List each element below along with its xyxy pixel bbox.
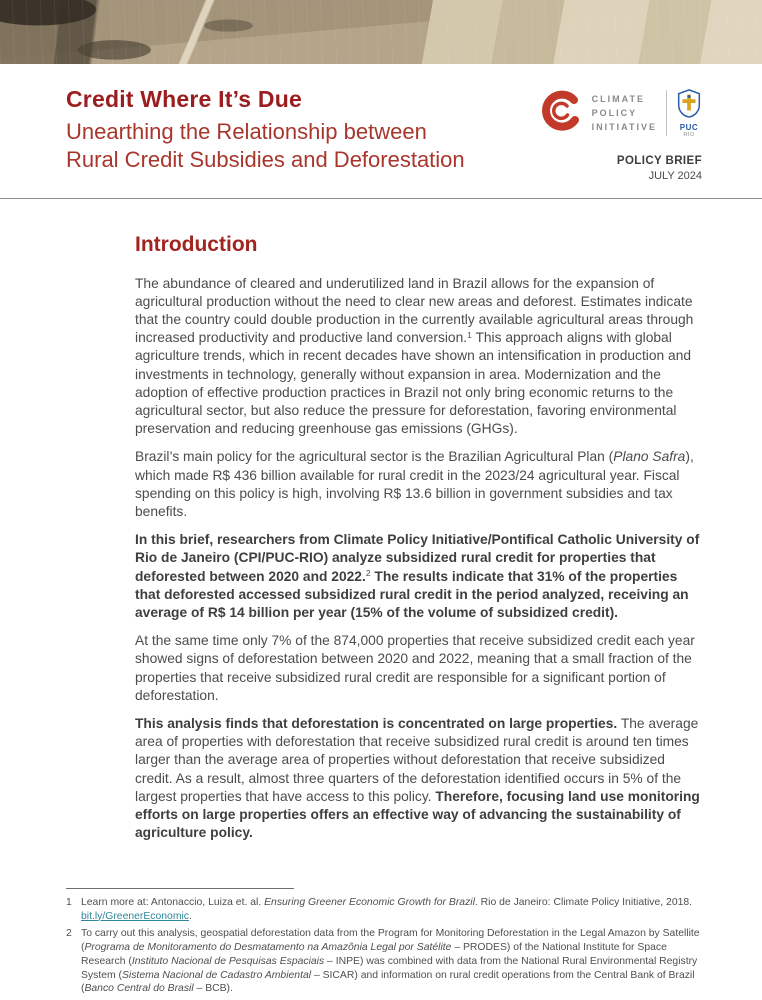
section-title-introduction: Introduction <box>135 232 258 256</box>
paragraph-2: Brazil’s main policy for the agricultural sector is the Brazilian Agricultural Plan (Plano Safra), which made R$ 436 billion available for rural credit in the 2023/24 agricultural year. Fiscal spending on this policy is high, involving R$ 13.6 billion in government subsidies and tax benefits. <box>135 449 694 519</box>
cpi-logo-text-line: CLIMATE <box>591 93 645 104</box>
page-subtitle-line-1: Unearthing the Relationship between <box>66 119 427 144</box>
footnote-2 <box>66 927 704 996</box>
header <box>0 64 762 182</box>
header-right <box>539 86 702 182</box>
aerial-farmland-banner-image <box>0 0 762 64</box>
footnote-text: Learn more at: Antonaccio, Luiza et. al. Ensuring Greener Economic Growth for Brazil. Rio de Janeiro: Climate Policy Initiative, 2018. bit.ly/GreenerEconomic. <box>81 897 693 922</box>
footnote-link[interactable]: bit.ly/GreenerEconomic <box>81 910 189 922</box>
paragraph-4: At the same time only 7% of the 874,000 properties that receive subsidized credit each year showed signs of deforestation between 2020 and 2022, meaning that a small fraction of the properties that receive subsidized rural credit are responsible for a significant portion of deforestation. <box>135 633 695 703</box>
footnote-number: 2 <box>66 928 72 940</box>
puc-label: PUC <box>679 123 699 132</box>
puc-logo <box>676 88 702 139</box>
page-title: Credit Where It’s Due <box>66 86 302 112</box>
logo-divider <box>666 90 667 136</box>
doc-type-label: POLICY BRIEF <box>616 154 702 167</box>
logo-row <box>539 88 702 139</box>
footnotes-rule <box>66 888 294 889</box>
cpi-logo-text-line: INITIATIVE <box>591 122 657 133</box>
page-subtitle-line-2: Rural Credit Subsidies and Deforestation <box>66 146 465 172</box>
paragraph-1: The abundance of cleared and underutilized land in Brazil allows for the expansion of agricultural production without the need to clear new areas and deforest. Estimates indicate that the country could double production in the currently available agricultural areas through increased productivity and productive land conversion.$^1$ This approach aligns with global agriculture trends, which in recent decades have shown an intensification in production and investments in technology, generally without expansion in area. Modernization and the adoption of effective production practices in Brazil not only bring economic returns to the agricultural sector, but also reduce the pressure for deforestation, favoring environmental preservation and reducing greenhouse gas emissions (GHGs). <box>135 275 694 437</box>
footnotes <box>66 888 704 1000</box>
page-subtitle <box>66 118 465 174</box>
cpi-logo-icon <box>539 89 583 138</box>
puc-crest-icon <box>676 88 702 122</box>
footnote-text: To carry out this analysis, geospatial deforestation data from the Program for Monitoring Deforestation in the Legal Amazon by Satellite (Programa de Monitoramento do Desmatamento na Amazônia Legal por Satélite – PRODES) of the National Institute for Space Research (Instituto Nacional de Pesquisas Espaciais – INPE) was combined with data from the National Rural Environmental Registry System (Sistema Nacional de Cadastro Ambiental – SICAR) and information on rural credit operations from the Central Bank of Brazil (Banco Central do Brasil – BCB). <box>81 928 700 995</box>
doc-date-label: JULY 2024 <box>648 169 702 182</box>
puc-sublabel: RIO <box>683 132 695 138</box>
cpi-logo-text-line: POLICY <box>591 108 638 119</box>
cpi-logo-text <box>592 92 657 135</box>
footnote-1 <box>66 896 704 923</box>
title-block <box>66 86 465 182</box>
footnote-number: 1 <box>66 897 72 908</box>
main-content <box>0 199 762 843</box>
document-meta <box>617 155 702 182</box>
paragraph-3: In this brief, researchers from Climate Policy Initiative/Pontifical Catholic University of Rio de Janeiro (CPI/PUC-RIO) analyze subsidized rural credit for properties that deforested between 2020 and 2022.$^2$ The results indicate that 31% of the properties that deforested accessed subsidized rural credit in the period analyzed, receiving an average of R$ 14 billion per year (15% of the volume of subsidized credit). <box>135 532 700 620</box>
paragraph-5: This analysis finds that deforestation is concentrated on large properties. The average area of properties with deforestation that receive subsidized rural credit is around ten times larger than the average area of properties without deforestation that receive subsidized credit. As a result, almost three quarters of the deforestation identified occurs in 5% of the largest properties that have access to this policy. Therefore, focusing land use monitoring efforts on large properties offers an effective way of advancing the sustainability of agriculture policy. <box>135 715 700 841</box>
